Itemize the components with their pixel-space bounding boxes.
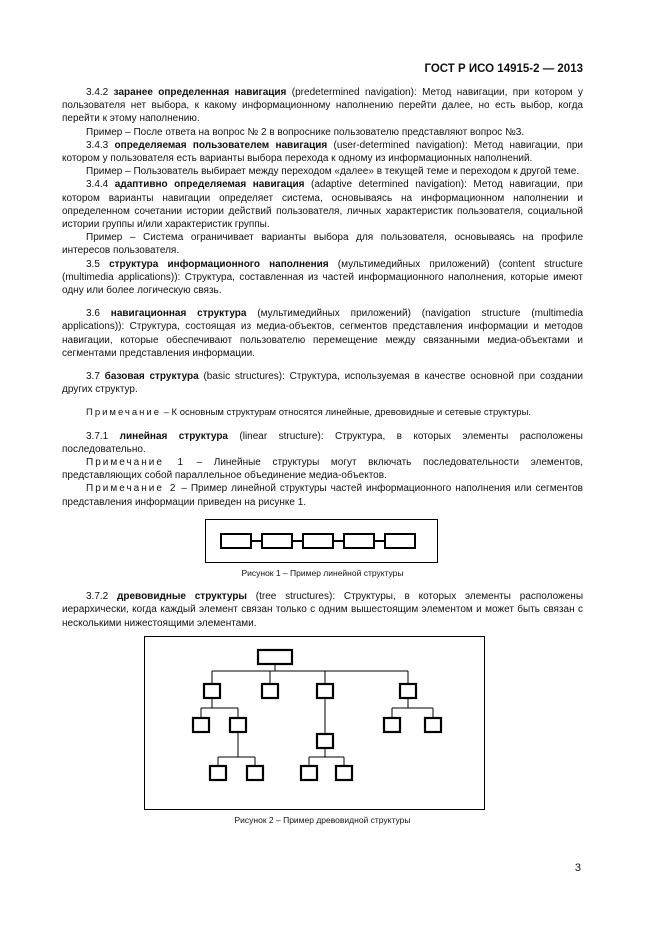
linear-node bbox=[344, 534, 374, 548]
tree-node-root bbox=[258, 650, 292, 664]
term: структура информационного наполнения bbox=[109, 258, 329, 270]
figure-2-tree-structure bbox=[144, 636, 485, 810]
term: базовая структура bbox=[104, 371, 199, 383]
figure-1-caption: Рисунок 1 – Пример линейной структуры bbox=[241, 567, 404, 578]
document-header: ГОСТ Р ИСО 14915-2 — 2013 bbox=[424, 63, 583, 75]
tree-node bbox=[262, 684, 278, 698]
note-text: – Пример линейной структуры частей информационного наполнения или сегментов представления информации приведен на рисунке 1. bbox=[62, 483, 583, 508]
definition-3-4-2 bbox=[62, 86, 583, 126]
definition-text: (predetermined navigation): Метод навигации, при котором у пользователя нет выбора, к какому информационному наполнению перейти далее, но есть выбор, когда перейти к этому наполнению. bbox=[62, 87, 583, 125]
definition-text: (мультимедийных приложений) (content structure (multimedia applications)): Структура, составленная из частей информационного наполнения, которые имеют одну или более логическую связь. bbox=[62, 258, 583, 297]
term: заранее определенная навигация bbox=[113, 87, 287, 98]
clause-number: 3.6 bbox=[86, 308, 100, 320]
example: Пример – Пользователь выбирает между переходом «далее» в текущей теме и переходом к другой теме. bbox=[86, 166, 580, 178]
tree-node bbox=[425, 718, 441, 732]
tree-node bbox=[230, 718, 246, 732]
definition-3-7-1 bbox=[62, 430, 583, 456]
definition-3-4-4 bbox=[62, 178, 583, 231]
definition-text: (adaptive determined navigation): Метод навигации, при котором варианты навигации определяет система, основываясь на информационном наполнении и определенном сочетании истории действий пользователя, личных характеристик пользователя, социальной истории группы и/или характеристик группы. bbox=[62, 179, 584, 231]
definition-3-4-3 bbox=[62, 139, 583, 165]
tree-node bbox=[204, 684, 220, 698]
clause-number: 3.4.4 bbox=[86, 179, 109, 191]
tree-node bbox=[193, 718, 209, 732]
tree-node bbox=[210, 766, 226, 780]
clause-number: 3.7.1 bbox=[86, 430, 109, 442]
term: адаптивно определяемая навигация bbox=[114, 179, 305, 191]
definition-3-7 bbox=[62, 370, 583, 396]
example: Пример – Система ограничивает варианты выбора для пользователя, основываясь на профиле интересов пользователя. bbox=[62, 232, 583, 257]
note-label: Примечание 1 bbox=[86, 457, 186, 469]
definition-text: (basic structures): Структура, используемая в качестве основной при создании других структур. bbox=[62, 371, 583, 396]
term: древовидные структуры bbox=[117, 591, 247, 603]
figure-2-caption: Рисунок 2 – Пример древовидной структуры bbox=[234, 814, 411, 825]
linear-node bbox=[385, 534, 415, 548]
tree-node bbox=[301, 766, 317, 780]
tree-node bbox=[247, 766, 263, 780]
note-label: Примечание 2 bbox=[86, 483, 178, 495]
definition-text: (linear structure): Структура, в которых элементы расположены последовательно. bbox=[62, 430, 583, 455]
note bbox=[62, 406, 583, 419]
definition-3-6 bbox=[62, 307, 583, 360]
definition-3-7-2 bbox=[62, 590, 583, 630]
clause-number: 3.4.3 bbox=[86, 139, 109, 151]
page-number: 3 bbox=[574, 862, 581, 874]
tree-node bbox=[384, 718, 400, 732]
linear-node bbox=[303, 534, 333, 548]
term: линейная структура bbox=[119, 430, 228, 442]
tree-node bbox=[317, 684, 333, 698]
clause-number: 3.7.2 bbox=[86, 591, 109, 603]
note-text: – Линейные структуры могут включать последовательности элементов, представляющих собой параллельное объединение медиа-объектов. bbox=[62, 457, 583, 482]
clause-number: 3.5 bbox=[86, 258, 100, 270]
clause-number: 3.7 bbox=[86, 371, 100, 383]
note-label: Примечание bbox=[86, 407, 161, 419]
note-1 bbox=[62, 456, 583, 482]
definition-text: (user-determined navigation): Метод навигации, при котором у пользователя есть варианты выбора перехода к одному из информационных наполнений. bbox=[62, 139, 584, 165]
note-text: – К основным структурам относятся линейные, древовидные и сетевые структуры. bbox=[161, 407, 532, 419]
example: Пример – После ответа на вопрос № 2 в вопроснике пользователю представляют вопрос №3. bbox=[86, 126, 525, 138]
term: определяемая пользователем навигация bbox=[114, 139, 328, 151]
term: навигационная структура bbox=[110, 308, 247, 320]
figure-1-linear-structure bbox=[205, 519, 438, 563]
definition-3-5 bbox=[62, 258, 583, 298]
linear-node bbox=[221, 534, 251, 548]
tree-node bbox=[317, 734, 333, 748]
linear-node bbox=[262, 534, 292, 548]
definition-text: (мультимедийных приложений) (navigation structure (multimedia applications)): Структура, состоящая из медиа-объектов, сегментов представления информации и методов навигации, которые обеспечивают пользователю перемещение между связанными медиа-объектами и сегментами представления информации. bbox=[62, 308, 584, 359]
tree-node bbox=[400, 684, 416, 698]
tree-node bbox=[336, 766, 352, 780]
page-content bbox=[62, 86, 583, 827]
note-2 bbox=[62, 482, 583, 508]
clause-number: 3.4.2 bbox=[86, 87, 109, 98]
definition-text: (tree structures): Структуры, в которых элементы расположены иерархически, когда каждый элемент связан только с одним вышестоящим элементом и может быть связан с несколькими нижестоящими элементами. bbox=[62, 591, 583, 629]
